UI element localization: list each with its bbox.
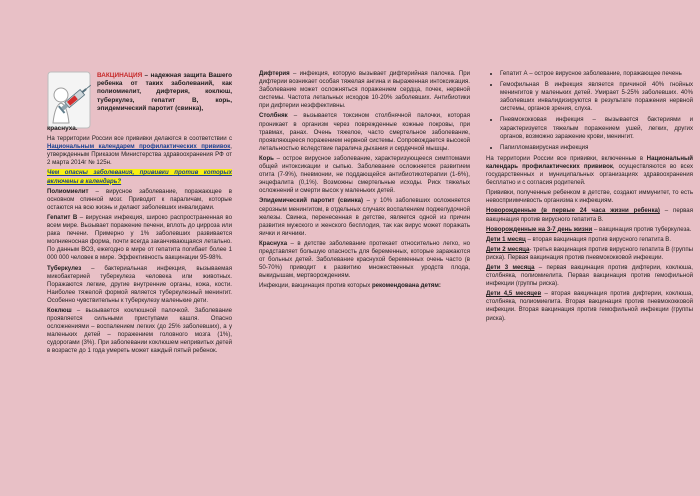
paragraph-diphtheria: Дифтерия – инфекция, которую вызывает дифтерийная палочка. При дифтерии возникает особая тяжелая ангина и выраженная интоксикация. Заболевание может осложняться поражением сердца, почек, нервной системы. Частота летальных исходов 10-20% заболевших. Антибиотики при дифтерии неэффективны. (259, 70, 470, 110)
column-3 (486, 0, 693, 496)
paragraph-tuberculosis: Туберкулез – бактериальная инфекция, вызываемая микобактерией туберкулеза человека или животных. Поражаются легкие, другие внутренние органы, кожа, кости. Наиболее тяжелой формой является туберкулезный менингит. Особенно чувствительны к туберкулезу маленькие дети. (47, 264, 232, 304)
paragraph-recommended: Инфекции, вакцинация против которых рекомендована детям: (259, 282, 441, 290)
schedule-item: Новорожденные на 3-7 день жизни – вакцинация против туберкулеза. (486, 225, 692, 233)
column-2 (259, 0, 470, 496)
list-item: • Гемофильная В инфекция является причиной 40% гнойных менингитов у маленьких детей. Умирает 5-25% заболевших. 40% заболевших инвалидизируются в результате поражения нервной системы, органов зрения, слуха. (500, 81, 693, 113)
schedule-item: Дети 1 месяц – вторая вакцинация против вирусного гепатита В. (486, 235, 672, 243)
paragraph-measles: Корь – острое вирусное заболевание, характеризующееся симптомами общей интоксикации и сыпью. Заболевание осложняется развитием отита (7-9%), пневмонии, не поддающейся антибиотикотерапии (1-6%), энцефалита (0,1%). Возможны смертельные исходы. Риск тяжелых осложнений и смерти высок у маленьких детей. (259, 154, 470, 195)
intro-text: – надежная защита Вашего ребенка от таких заболеваний, как полиомиелит, дифтерия, коклюш, туберкулез, гепатит В, корь, эпидемический паротит (свинка), (97, 72, 232, 112)
schedule-item: Дети 2 месяца- третья вакцинация против вирусного гепатита В (группы риска). Первая вакцинация против пневмококковой инфекции. (486, 245, 693, 261)
schedule-item: Дети 4,5 месяцев – вторая вакцинация против дифтерии, коклюша, столбняка, полиомиелита. Вторая вакцинация против пневмококковой инфекции. Вторая вакцинация против гемофильной инфекции (группы риска). (486, 290, 693, 322)
paragraph-rubella: Краснуха – в детстве заболевание протекает относительно легко, но представляет большую опасность для беременных, которые заражаются от больных детей. Заболевание краснухой беременных очень часто (в 50-70%) приводит к развитию множественных уродств плода, выкидышам, мертворождениям. (259, 239, 470, 280)
paragraph-mumps: Эпидемический паротит (свинка) – у 10% заболевших осложняется серозным менингитом, в отдельных случаях воспалением поджелудочной железы. Свинка, перенесенная в детстве, является одной из причин развития мужского и женского бесплодия, так как вирус может поражать яички и яичники. (259, 197, 470, 237)
list-item: • Пневмококковая инфекция – вызывается бактериями и характеризуется тяжелым поражением ушей, легких, других органов, возможно заражение крови, менингит. (500, 116, 693, 140)
question-heading: Чем опасны заболевания, прививки против которых включены в календарь? (47, 169, 232, 185)
paragraph-schedule: На территории России все прививки делаются в соответствии с Национальным календарем профилактических прививок, утвержденным Приказом Министерства здравоохранения РФ от 2 марта 2014г № 125н. (47, 135, 232, 167)
list-item: • Папилломавирусная инфекция (500, 144, 693, 152)
schedule-item: Дети 3 месяца – первая вакцинация против дифтерии, коклюша, столбняка, полиомиелита. Первая вакцинация против гемофильной инфекции (группы риска). (486, 263, 693, 288)
paragraph-polio: Полиомиелит – вирусное заболевание, поражающее в основном спинной мозг. Приводит к параличам, которые остаются на всю жизнь и делают заболевших инвалидами. (47, 187, 232, 211)
list-item: • Гепатит А – острое вирусное заболевание, поражающее печень (500, 70, 693, 78)
column-1 (47, 0, 232, 496)
paragraph-pertussis: Коклюш – вызывается коклюшной палочкой. Заболевание проявляется сильными приступами кашля. Опасно осложнениями – воспалением легких (до 25% заболевших), а у маленьких детей – поражением головного мозга (1%), судорогами (3%). При заболевании коклюшем непривитых детей в возрасте до 1 года умереть может каждый пятый ребенок. (47, 306, 232, 355)
paragraph-hepatitis-b: Гепатит В – вирусная инфекция, широко распространенная во всем мире. Вызывает поражение печени, вплоть до цирроза или рака печени. Примерно у 1% заболевших развивается молниеносная форма, почти всегда заканчивающаяся летально. По данным ВОЗ, ежегодно в мире от гепатита погибает более 1 000 000 человек в мире. Эффективность вакцинации 95-98%. (47, 213, 232, 262)
intro-tail: краснуха. (47, 125, 78, 132)
national-calendar-link[interactable]: Национальным календарем профилактических прививок (47, 143, 231, 151)
title-word: ВАКЦИНАЦИЯ (97, 72, 143, 79)
paragraph-russia: На территории России все прививки, включенные в Национальный календарь профилактических прививок, осуществляются во всех государственных и муниципальных организациях здравоохранения бесплатно и с согласия родителей. (486, 154, 693, 187)
infection-list (486, 70, 693, 152)
schedule-item: Новорожденные (в первые 24 часа жизни ребенка) – первая вакцинация против вирусного гепатита В. (486, 207, 693, 223)
paragraph-immunity: Прививки, полученные ребенком в детстве, создают иммунитет, то есть невосприимчивость организма к инфекциям. (486, 189, 693, 205)
paragraph-tetanus: Столбняк – вызывается токсином столбнячной палочки, которая проникает в организм через поврежденные кожные покровы, при травмах, ранах. Очень тяжелое, часто смертельное заболевание, проявляющееся поражением нервной системы. Сопровождается высокой летальностью вследствие паралича дыхания и сердечной мышцы. (259, 112, 470, 152)
